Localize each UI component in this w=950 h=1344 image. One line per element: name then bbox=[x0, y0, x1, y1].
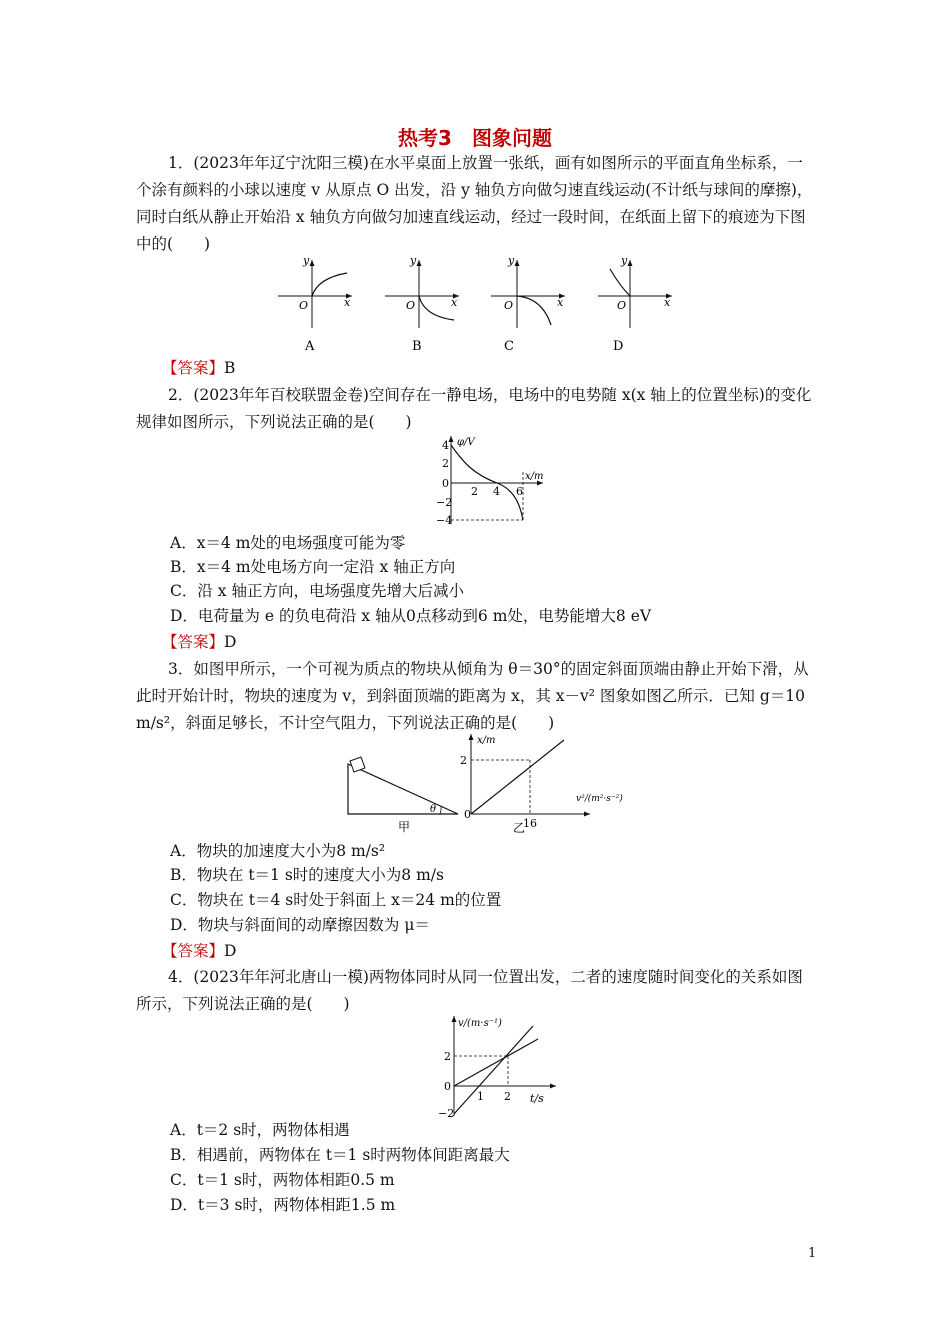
axis-y-label: y bbox=[303, 254, 310, 267]
q3-option-a: A．物块的加速度大小为8 m/s² bbox=[170, 842, 386, 860]
q2-option-a: A．x＝4 m处的电场强度可能为零 bbox=[170, 534, 406, 552]
q3-option-b: B．物块在 t＝1 s时的速度大小为8 m/s bbox=[170, 866, 444, 884]
answer-value: D bbox=[224, 633, 237, 651]
q3-option-c: C．物块在 t＝4 s时处于斜面上 x＝24 m的位置 bbox=[170, 891, 502, 909]
y-tick-label: −2 bbox=[438, 1107, 455, 1118]
choice-b-label: B bbox=[412, 339, 422, 354]
choice-a-figure bbox=[278, 254, 352, 354]
answer-1 bbox=[162, 356, 235, 380]
page-title: 热考3 图象问题 bbox=[398, 126, 552, 150]
choice-c-label: C bbox=[504, 339, 514, 354]
choice-b-figure bbox=[385, 254, 459, 354]
y-axis-label: φ/V bbox=[457, 437, 475, 448]
x-v2-graph bbox=[460, 734, 623, 834]
question-3-stem: 3．如图甲所示，一个可视为质点的物块从倾角为 θ＝30°的固定斜面顶端由静止开始下滑，从此时开始计时，物块的速度为 v，到斜面顶端的距离为 x，其 x－v² 图象如图乙所示．已知 g＝10 m/s²，斜面足够长，不计空气阻力，下列说法正确的是( ) bbox=[136, 660, 809, 732]
axis-y-label: y bbox=[410, 254, 417, 267]
x-tick-label: 1 bbox=[477, 1090, 484, 1103]
choice-d-figure bbox=[598, 254, 672, 354]
y-axis-label: x/m bbox=[477, 735, 496, 746]
figure-jia-label: 甲 bbox=[398, 820, 411, 834]
x-tick-label: 2 bbox=[504, 1090, 511, 1103]
x-axis-label: t/s bbox=[530, 1092, 544, 1105]
y-tick-label: 2 bbox=[444, 1050, 451, 1063]
x-tick-label: 4 bbox=[493, 485, 500, 498]
origin-label: O bbox=[617, 299, 627, 312]
page-number: 1 bbox=[808, 1246, 817, 1261]
theta-label: θ bbox=[430, 804, 437, 815]
question-2-stem: 2．(2023年年百校联盟金卷)空间存在一静电场，电场中的电势随 x(x 轴上的位置坐标)的变化规律如图所示，下列说法正确的是( ) bbox=[136, 386, 812, 431]
question-4-stem: 4．(2023年年河北唐山一模)两物体同时从同一位置出发，二者的速度随时间变化的关系如图所示，下列说法正确的是( ) bbox=[136, 968, 803, 1013]
axis-x-label: x bbox=[557, 296, 564, 309]
q3-option-d: D．物块与斜面间的动摩擦因数为 μ＝ bbox=[170, 916, 430, 934]
question-1-figures bbox=[272, 252, 692, 362]
answer-tag: 【答案】 bbox=[162, 359, 225, 377]
question-3-figures bbox=[340, 730, 650, 834]
y-tick-label: 4 bbox=[442, 439, 449, 452]
y-tick-label: 2 bbox=[460, 754, 467, 767]
q4-option-c: C．t＝1 s时，两物体相距0.5 m bbox=[170, 1171, 395, 1189]
x-tick-label: 2 bbox=[471, 485, 478, 498]
x-axis-label: v²/(m²·s⁻²) bbox=[576, 794, 623, 804]
answer-3 bbox=[162, 939, 236, 963]
q4-option-d: D．t＝3 s时，两物体相距1.5 m bbox=[170, 1196, 396, 1214]
choice-c-figure bbox=[491, 254, 565, 354]
answer-2 bbox=[162, 630, 236, 654]
y-tick-label: 0 bbox=[444, 1080, 451, 1093]
question-2-graph bbox=[405, 432, 565, 528]
choice-d-label: D bbox=[613, 339, 624, 354]
answer-value: B bbox=[224, 359, 236, 377]
incline-figure bbox=[348, 757, 458, 834]
figure-yi-label: 乙 bbox=[513, 821, 526, 834]
axis-x-label: x bbox=[664, 296, 671, 309]
answer-value: D bbox=[224, 942, 237, 960]
q4-option-a: A．t＝2 s时，两物体相遇 bbox=[170, 1121, 350, 1139]
choice-a-label: A bbox=[305, 339, 315, 354]
q4-option-b: B．相遇前，两物体在 t＝1 s时两物体间距离最大 bbox=[170, 1146, 510, 1164]
y-tick-label: 0 bbox=[442, 477, 449, 490]
q2-option-d: D．电荷量为 e 的负电荷沿 x 轴从0点移动到6 m处，电势能增大8 eV bbox=[170, 607, 652, 625]
x-axis-label: x/m bbox=[525, 471, 544, 482]
x-tick-label: 6 bbox=[516, 485, 523, 498]
axis-y-label: y bbox=[508, 254, 515, 267]
question-4-graph bbox=[420, 1012, 570, 1118]
origin-label: 0 bbox=[464, 808, 471, 821]
q2-option-c: C．沿 x 轴正方向，电场强度先增大后减小 bbox=[170, 582, 464, 600]
answer-tag: 【答案】 bbox=[162, 942, 225, 960]
q2-option-b: B．x＝4 m处电场方向一定沿 x 轴正方向 bbox=[170, 558, 456, 576]
origin-label: O bbox=[504, 299, 514, 312]
y-axis-label: v/(m·s⁻¹) bbox=[458, 1018, 502, 1029]
axis-x-label: x bbox=[344, 296, 351, 309]
question-1-stem: 1．(2023年年辽宁沈阳三模)在水平桌面上放置一张纸，画有如图所示的平面直角坐标系，一个涂有颜料的小球以速度 v 从原点 O 出发，沿 y 轴负方向做匀速直线运动(不计纸与球间的摩擦)，同时白纸从静止开始沿 x 轴负方向做匀加速直线运动，经过一段时间，在纸面上留下的痕迹为下图中的( ) bbox=[136, 154, 813, 253]
origin-label: O bbox=[299, 299, 309, 312]
axis-x-label: x bbox=[451, 296, 458, 309]
y-tick-label: −2 bbox=[436, 496, 453, 509]
x-tick-label: 16 bbox=[523, 817, 537, 830]
y-tick-label: 2 bbox=[442, 457, 449, 470]
answer-tag: 【答案】 bbox=[162, 633, 225, 651]
y-tick-label: −4 bbox=[436, 514, 453, 527]
origin-label: O bbox=[406, 299, 416, 312]
axis-y-label: y bbox=[621, 254, 628, 267]
